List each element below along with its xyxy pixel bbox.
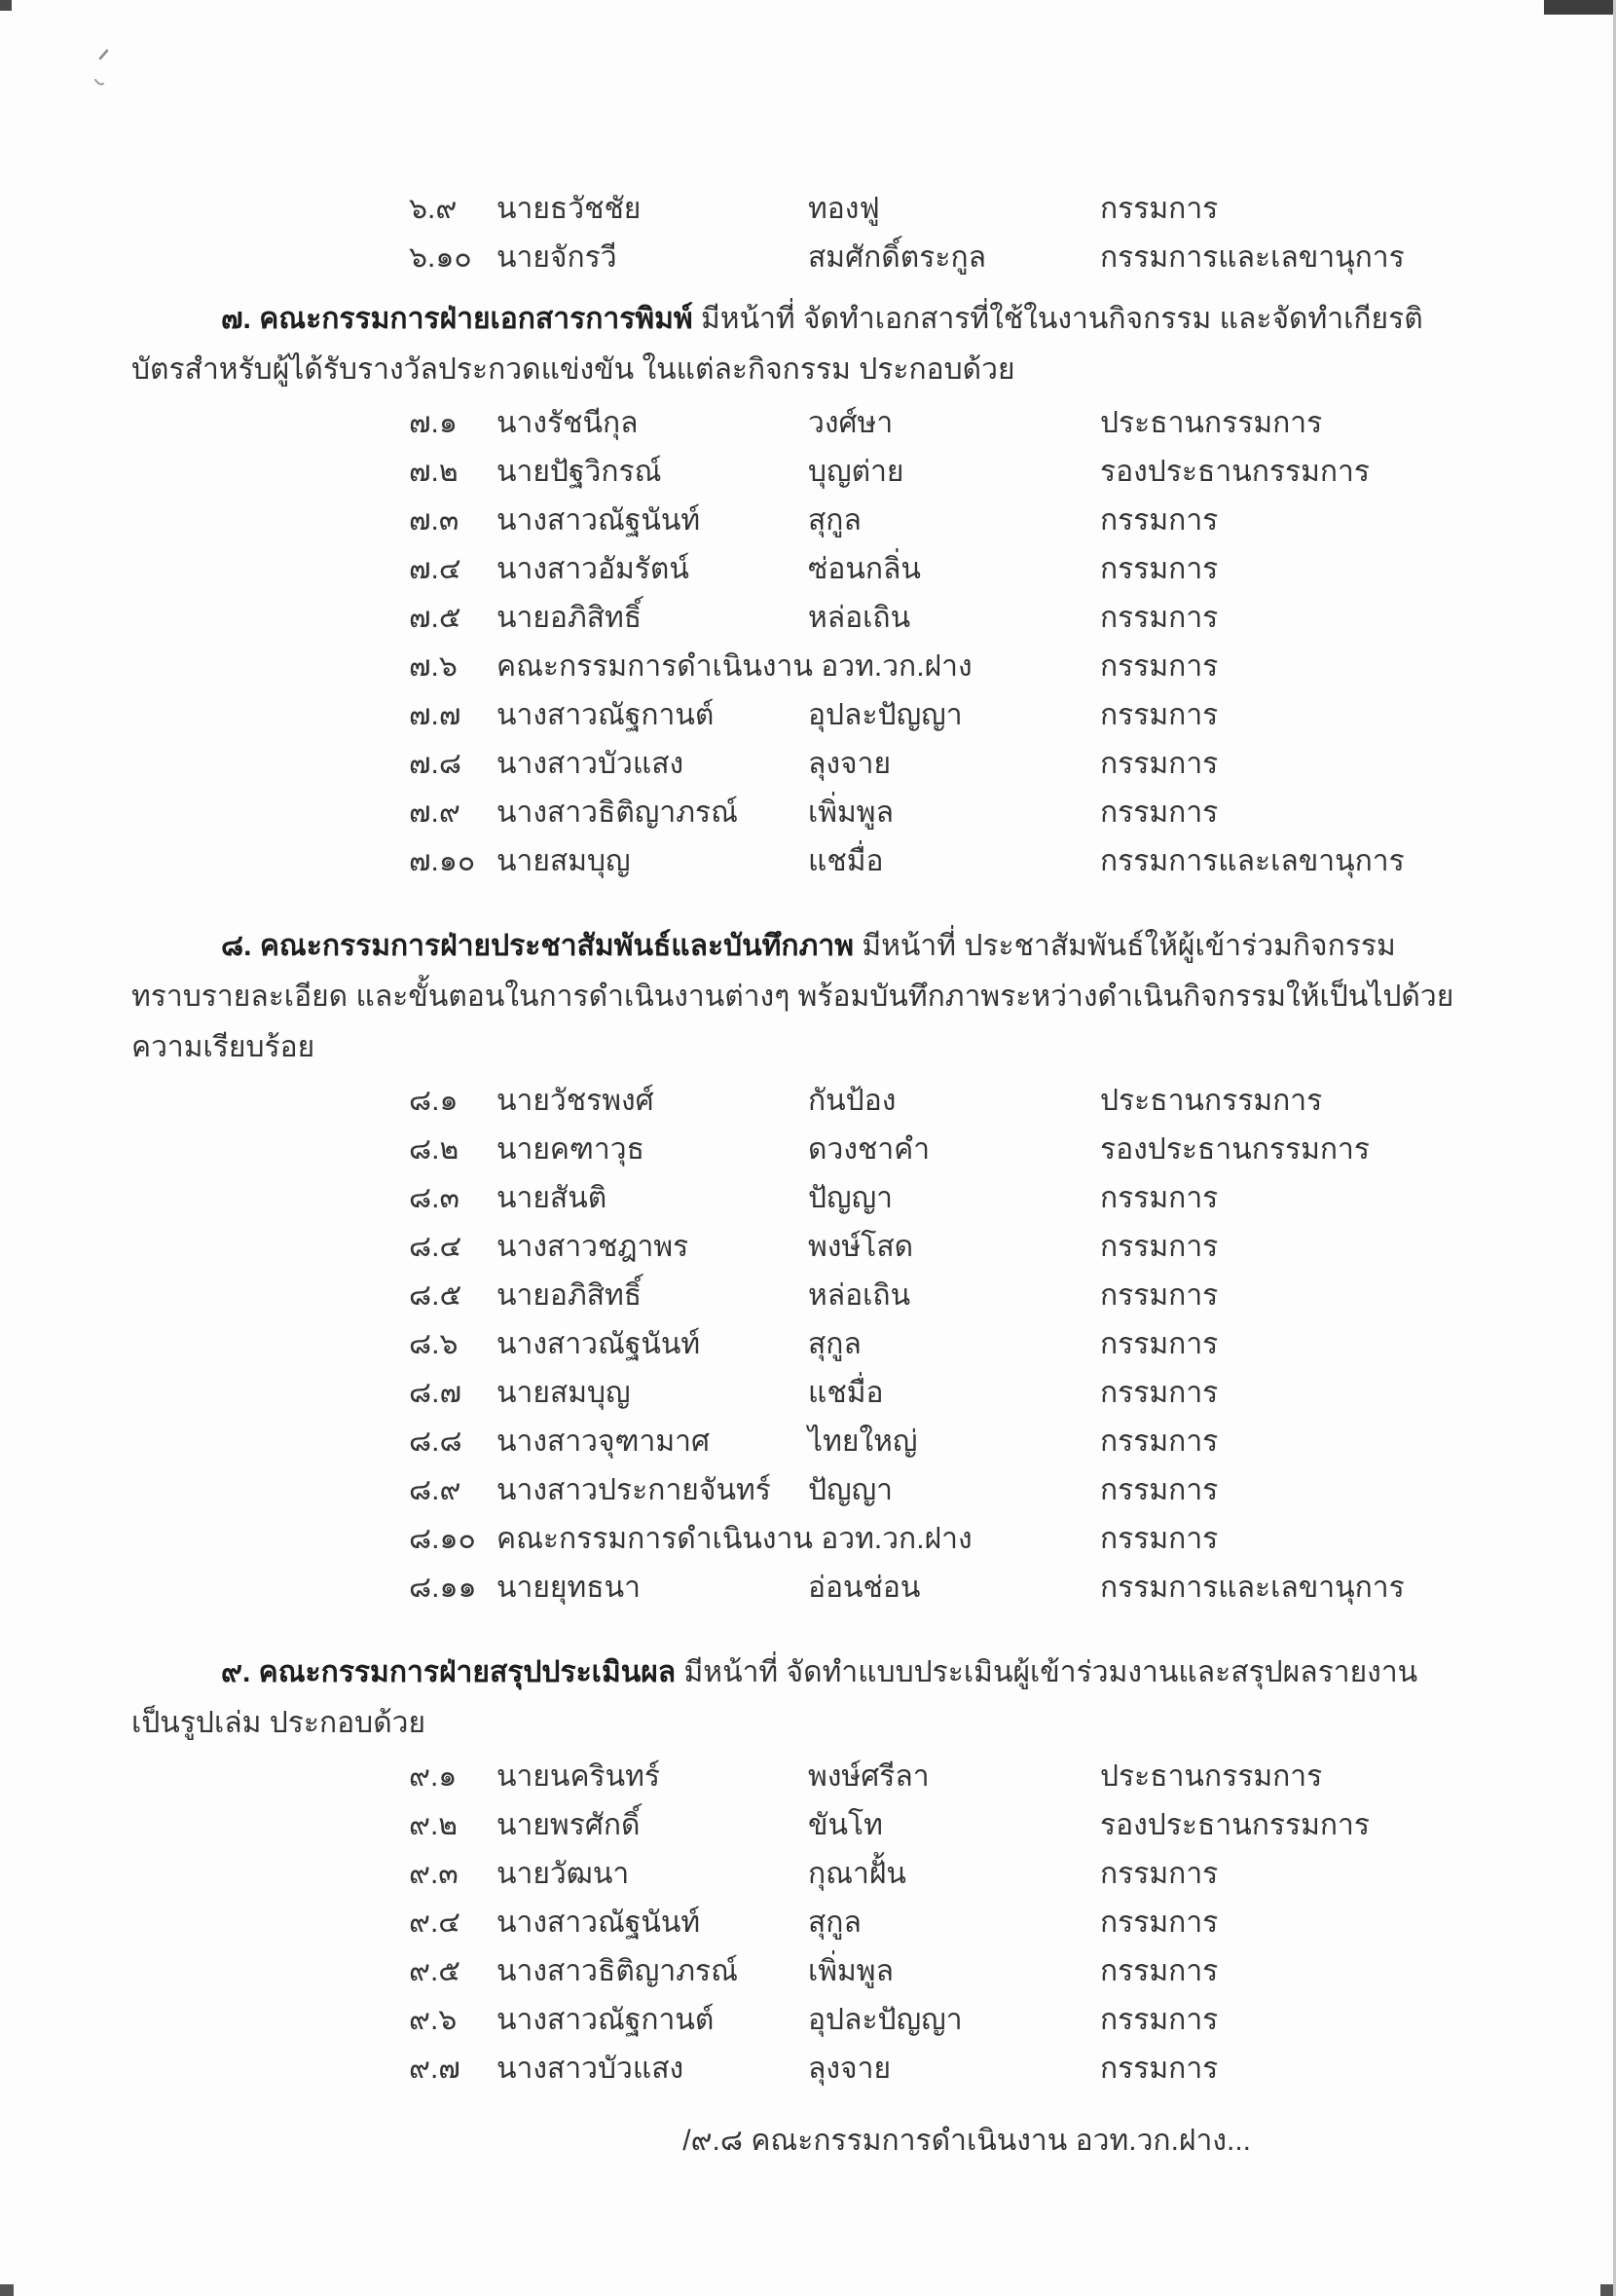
member-number: ๙.๕ bbox=[409, 1955, 461, 1987]
member-number: ๙.๑ bbox=[409, 1760, 458, 1793]
member-number: ๘.๖ bbox=[409, 1328, 459, 1360]
member-row bbox=[409, 1564, 1460, 1612]
section-heading bbox=[131, 921, 1460, 1073]
member-name: นางสาวอัมรัตน์ bbox=[496, 553, 689, 585]
member-surname: ลุงจาย bbox=[808, 748, 892, 780]
member-surname: ปัญญา bbox=[808, 1182, 894, 1214]
member-number: ๖.๙ bbox=[409, 193, 458, 225]
member-number: ๗.๗ bbox=[409, 699, 461, 731]
member-role: กรรมการ bbox=[1100, 796, 1219, 829]
member-row bbox=[409, 1753, 1460, 1801]
member-name: นายสันติ bbox=[496, 1182, 607, 1214]
member-list bbox=[131, 1753, 1460, 2093]
member-number: ๗.๓ bbox=[409, 504, 459, 537]
committee-section bbox=[131, 1648, 1460, 2093]
member-row bbox=[409, 545, 1460, 594]
member-surname: บุญต่าย bbox=[808, 456, 904, 488]
member-surname: อ่อนช่อน bbox=[808, 1572, 921, 1604]
member-role: กรรมการ bbox=[1100, 553, 1219, 585]
committee-section bbox=[131, 294, 1460, 886]
member-role: กรรมการ bbox=[1100, 1328, 1219, 1360]
member-row bbox=[409, 2045, 1460, 2093]
member-surname: ไทยใหญ่ bbox=[808, 1426, 918, 1458]
member-surname: สุกูล bbox=[808, 504, 862, 537]
member-role: กรรมการ bbox=[1100, 650, 1219, 683]
member-role: กรรมการ bbox=[1100, 2053, 1219, 2085]
section-heading bbox=[131, 1648, 1460, 1749]
member-number: ๙.๗ bbox=[409, 2053, 460, 2085]
member-role: ประธานกรรมการ bbox=[1100, 1085, 1323, 1117]
member-row bbox=[409, 1850, 1460, 1899]
member-row bbox=[409, 594, 1460, 643]
member-surname: ทองฟู bbox=[808, 193, 880, 225]
member-surname: กุณาฝั้น bbox=[808, 1858, 906, 1890]
member-name: นางสาวณัฐกานต์ bbox=[496, 2004, 715, 2036]
member-surname: ดวงชาคำ bbox=[808, 1133, 931, 1166]
member-number: ๘.๙ bbox=[409, 1474, 461, 1506]
member-name: นางสาวจุฑามาศ bbox=[496, 1426, 710, 1458]
member-surname: ลุงจาย bbox=[808, 2053, 892, 2085]
member-number: ๗.๕ bbox=[409, 602, 461, 634]
section-title: ๘. คณะกรรมการฝ่ายประชาสัมพันธ์และบันทึกภาพ bbox=[221, 930, 854, 962]
committee-section bbox=[131, 921, 1460, 1612]
member-row bbox=[409, 1077, 1460, 1126]
member-row bbox=[409, 234, 1460, 282]
page-continuation-note: /๙.๘ คณะกรรมการดำเนินงาน อวท.วก.ฝาง... bbox=[682, 2125, 1251, 2157]
member-row bbox=[409, 643, 1460, 691]
member-role: กรรมการ bbox=[1100, 1231, 1219, 1263]
member-number: ๗.๖ bbox=[409, 650, 458, 683]
member-list bbox=[131, 399, 1460, 886]
member-name: นางสาวบัวแสง bbox=[496, 748, 684, 780]
member-row bbox=[409, 1223, 1460, 1272]
member-role: กรรมการ bbox=[1100, 2004, 1219, 2036]
member-role: กรรมการ bbox=[1100, 1474, 1219, 1506]
member-row bbox=[409, 448, 1460, 497]
member-role: กรรมการและเลขานุการ bbox=[1100, 241, 1405, 274]
section-title: ๗. คณะกรรมการฝ่ายเอกสารการพิมพ์ bbox=[221, 303, 693, 335]
member-number: ๘.๑ bbox=[409, 1085, 459, 1117]
member-row bbox=[409, 1947, 1460, 1996]
leading-member-rows bbox=[131, 185, 1460, 282]
member-surname: พงษ์ศรีลา bbox=[808, 1760, 930, 1793]
member-surname: หล่อเถิน bbox=[808, 602, 911, 634]
member-surname: ซ่อนกลิ่น bbox=[808, 553, 921, 585]
member-row bbox=[409, 837, 1460, 886]
member-name: นายสมบุญ bbox=[496, 1377, 631, 1409]
member-surname: วงศ์ษา bbox=[808, 407, 894, 439]
member-name: นายนครินทร์ bbox=[496, 1760, 661, 1793]
member-role: รองประธานกรรมการ bbox=[1100, 1133, 1371, 1166]
member-number: ๘.๕ bbox=[409, 1279, 462, 1312]
member-row bbox=[409, 1418, 1460, 1466]
member-row bbox=[409, 497, 1460, 545]
member-row bbox=[409, 691, 1460, 740]
member-role: ประธานกรรมการ bbox=[1100, 1760, 1323, 1793]
member-name: นางสาวธิติญาภรณ์ bbox=[496, 1955, 738, 1987]
member-name: นางสาวประกายจันทร์ bbox=[496, 1474, 771, 1506]
section-description: มีหน้าที่ จัดทำเอกสารที่ใช้ในงานกิจกรรม และจัดทำเกียรติบัตรสำหรับผู้ได้รับรางวัลประกวดแข่งขัน ในแต่ละกิจกรรม ประกอบด้วย bbox=[131, 303, 1423, 386]
member-name: นางสาวณัฐนันท์ bbox=[496, 504, 701, 537]
member-name: นายคฑาวุธ bbox=[496, 1133, 644, 1166]
member-role: รองประธานกรรมการ bbox=[1100, 456, 1371, 488]
member-name: นางสาวณัฐนันท์ bbox=[496, 1907, 701, 1939]
member-role: กรรมการ bbox=[1100, 1955, 1219, 1987]
member-row bbox=[409, 1320, 1460, 1369]
member-name: นายปัฐวิกรณ์ bbox=[496, 456, 662, 488]
member-role: กรรมการ bbox=[1100, 193, 1219, 225]
member-number: ๖.๑๐ bbox=[409, 241, 472, 274]
member-number: ๗.๑๐ bbox=[409, 845, 476, 877]
member-number: ๘.๔ bbox=[409, 1231, 462, 1263]
member-number: ๗.๙ bbox=[409, 796, 460, 829]
member-number: ๙.๖ bbox=[409, 2004, 458, 2036]
section-description: มีหน้าที่ ประชาสัมพันธ์ให้ผู้เข้าร่วมกิจกรรมทราบรายละเอียด และขั้นตอนในการดำเนินงานต่างๆ พร้อมบันทึกภาพระหว่างดำเนินกิจกรรมให้เป็นไปด้วยความเรียบร้อย bbox=[131, 930, 1454, 1063]
member-role: กรรมการ bbox=[1100, 1858, 1219, 1890]
member-role: กรรมการ bbox=[1100, 1426, 1219, 1458]
member-surname: หล่อเถิน bbox=[808, 1279, 911, 1312]
member-role: กรรมการ bbox=[1100, 1907, 1219, 1939]
member-surname: อุปละปัญญา bbox=[808, 2004, 963, 2036]
member-row bbox=[409, 1369, 1460, 1418]
member-number: ๙.๓ bbox=[409, 1858, 459, 1890]
section-heading bbox=[131, 294, 1460, 395]
member-number: ๗.๒ bbox=[409, 456, 459, 488]
member-number: ๘.๒ bbox=[409, 1133, 459, 1166]
member-role: กรรมการ bbox=[1100, 1279, 1219, 1312]
member-role: กรรมการและเลขานุการ bbox=[1100, 845, 1405, 877]
member-role: กรรมการ bbox=[1100, 602, 1219, 634]
member-name: นางรัชนีกุล bbox=[496, 407, 639, 439]
member-surname: สุกูล bbox=[808, 1328, 862, 1360]
committee-sections bbox=[131, 294, 1460, 2093]
member-row bbox=[409, 1515, 1460, 1564]
member-role: กรรมการ bbox=[1100, 1182, 1219, 1214]
member-row bbox=[409, 740, 1460, 789]
section-description: มีหน้าที่ จัดทำแบบประเมินผู้เข้าร่วมงานและสรุปผลรายงานเป็นรูปเล่ม ประกอบด้วย bbox=[131, 1656, 1418, 1739]
member-row bbox=[409, 1126, 1460, 1174]
member-row bbox=[409, 1801, 1460, 1850]
member-name: นายอภิสิทธิ์ bbox=[496, 602, 643, 634]
member-name: นางสาวธิติญาภรณ์ bbox=[496, 796, 738, 829]
member-surname: กันป้อง bbox=[808, 1085, 897, 1117]
member-row bbox=[409, 1899, 1460, 1947]
member-surname: ปัญญา bbox=[808, 1474, 894, 1506]
member-name: นายธวัชชัย bbox=[496, 193, 642, 225]
member-list bbox=[131, 1077, 1460, 1612]
member-surname: แชมื่อ bbox=[808, 1377, 884, 1409]
member-row bbox=[409, 1466, 1460, 1515]
member-role: กรรมการ bbox=[1100, 1523, 1219, 1555]
member-surname: อุปละปัญญา bbox=[808, 699, 963, 731]
member-row bbox=[409, 1996, 1460, 2045]
member-role: กรรมการ bbox=[1100, 504, 1219, 537]
section-title: ๙. คณะกรรมการฝ่ายสรุปประเมินผล bbox=[221, 1656, 677, 1688]
member-surname: สุกูล bbox=[808, 1907, 862, 1939]
member-surname: พงษ์โสด bbox=[808, 1231, 914, 1263]
member-row bbox=[409, 185, 1460, 234]
member-role: รองประธานกรรมการ bbox=[1100, 1809, 1371, 1841]
member-row bbox=[409, 1272, 1460, 1320]
member-name: นายวัฒนา bbox=[496, 1858, 630, 1890]
member-name: นางสาวบัวแสง bbox=[496, 2053, 684, 2085]
member-role: กรรมการ bbox=[1100, 1377, 1219, 1409]
member-surname: ขันโท bbox=[808, 1809, 883, 1841]
member-role: กรรมการ bbox=[1100, 699, 1219, 731]
member-surname: เพิ่มพูล bbox=[808, 796, 894, 829]
member-role: ประธานกรรมการ bbox=[1100, 407, 1323, 439]
member-number: ๙.๔ bbox=[409, 1907, 461, 1939]
member-surname: สมศักดิ์ตระกูล bbox=[808, 241, 987, 274]
member-number: ๘.๘ bbox=[409, 1426, 462, 1458]
member-number: ๗.๔ bbox=[409, 553, 461, 585]
scan-artifact-bottom-left bbox=[0, 2284, 14, 2296]
member-number: ๘.๓ bbox=[409, 1182, 459, 1214]
member-role: กรรมการและเลขานุการ bbox=[1100, 1572, 1405, 1604]
member-name: นายพรศักดิ์ bbox=[496, 1809, 641, 1841]
member-role: กรรมการ bbox=[1100, 748, 1219, 780]
member-row bbox=[409, 789, 1460, 837]
member-name: คณะกรรมการดำเนินงาน อวท.วก.ฝาง bbox=[496, 1523, 973, 1555]
member-surname: แชมื่อ bbox=[808, 845, 884, 877]
member-name: นายจักรวี bbox=[496, 241, 617, 274]
member-number: ๙.๒ bbox=[409, 1809, 459, 1841]
member-name: นายยุทธนา bbox=[496, 1572, 641, 1604]
member-name: นายวัชรพงศ์ bbox=[496, 1085, 654, 1117]
member-number: ๗.๘ bbox=[409, 748, 462, 780]
member-name: นายอภิสิทธิ์ bbox=[496, 1279, 643, 1312]
member-number: ๗.๑ bbox=[409, 407, 458, 439]
member-name: นางสาวณัฐนันท์ bbox=[496, 1328, 701, 1360]
member-name: คณะกรรมการดำเนินงาน อวท.วก.ฝาง bbox=[496, 650, 973, 683]
member-name: นายสมบุญ bbox=[496, 845, 631, 877]
member-number: ๘.๗ bbox=[409, 1377, 462, 1409]
member-name: นางสาวชฎาพร bbox=[496, 1231, 689, 1263]
member-name: นางสาวณัฐกานต์ bbox=[496, 699, 715, 731]
member-number: ๘.๑๑ bbox=[409, 1572, 477, 1604]
member-number: ๘.๑๐ bbox=[409, 1523, 476, 1555]
member-surname: เพิ่มพูล bbox=[808, 1955, 894, 1987]
member-row bbox=[409, 399, 1460, 448]
member-row bbox=[409, 1174, 1460, 1223]
